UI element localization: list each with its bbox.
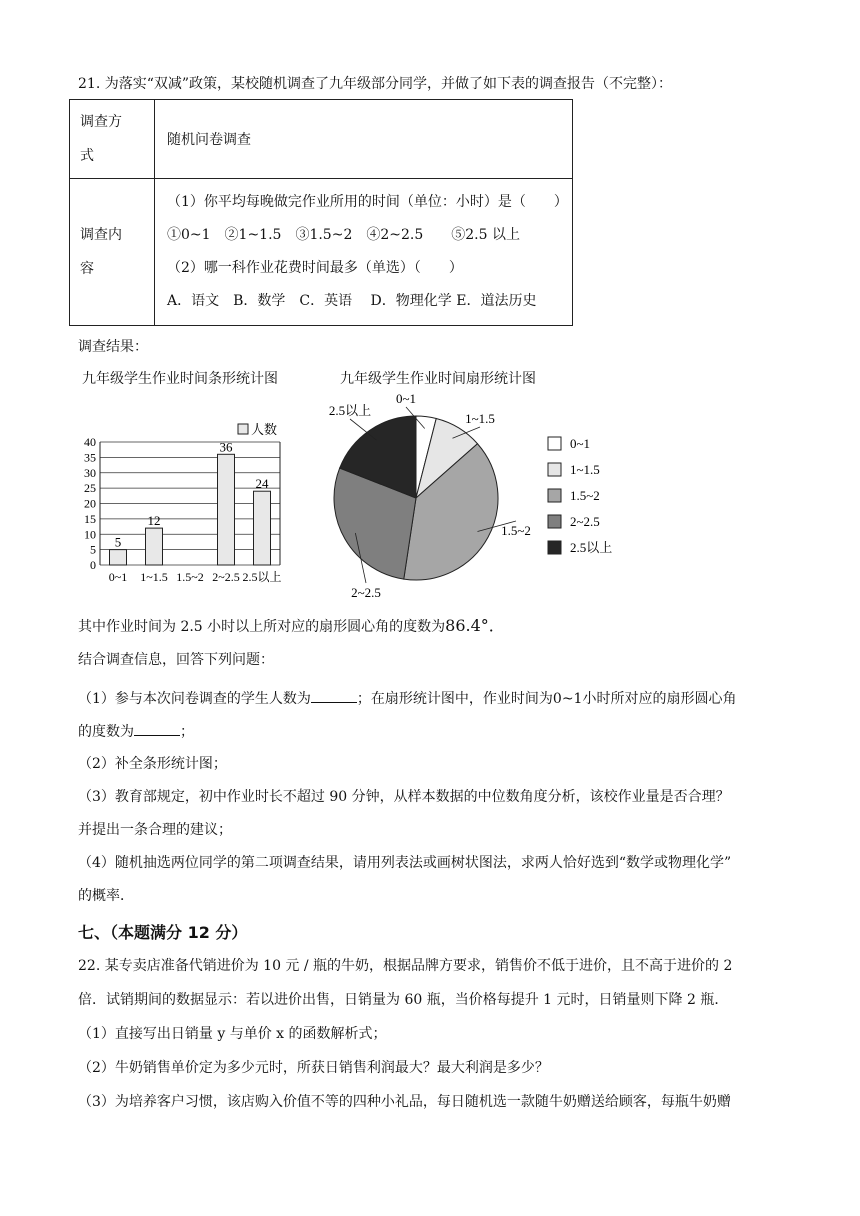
content-line: （2）哪一科作业花费时间最多（单选）（ ） — [167, 260, 463, 276]
answer-blank-2[interactable] — [134, 721, 180, 736]
legend-label: 2.5以上 — [570, 540, 613, 555]
legend-swatch — [548, 437, 561, 450]
content-label-2: 容 — [80, 261, 94, 277]
x-tick-label: 2~2.5 — [212, 570, 240, 584]
y-tick-label: 0 — [90, 558, 96, 572]
q22-line-3: （1）直接写出日销量 y 与单价 x 的函数解析式； — [78, 1026, 387, 1042]
x-tick-label: 2.5以上 — [242, 570, 282, 584]
question-2: （2）补全条形统计图； — [78, 756, 227, 772]
legend-label: 1~1.5 — [570, 462, 600, 477]
q1-part-b: ；在扇形统计图中，作业时间为0~1小时所对应的扇形圆心角 — [356, 691, 737, 707]
pie-callout-label: 1.5~2 — [501, 523, 531, 538]
pie-callout-label: 2~2.5 — [351, 585, 381, 600]
content-label-cell — [70, 179, 155, 326]
y-tick-label: 10 — [84, 527, 96, 542]
angle-text: 其中作业时间为 2.5 小时以上所对应的扇形圆心角的度数为 — [78, 619, 446, 635]
question-1-cont — [78, 721, 194, 742]
legend-swatch — [238, 424, 248, 434]
question-1 — [78, 688, 736, 709]
bar — [254, 491, 271, 565]
y-tick-label: 35 — [84, 450, 96, 465]
method-label-2: 式 — [80, 148, 94, 164]
method-label-1: 调查方 — [80, 114, 122, 130]
x-tick-label: 1~1.5 — [140, 570, 168, 584]
pie-callout-label: 2.5以上 — [328, 403, 372, 418]
legend-label: 人数 — [251, 422, 278, 437]
q22-line-2: 倍．试销期间的数据显示：若以进价出售，日销量为 60 瓶，当价格每提升 1 元时，日销量则下降 2 瓶． — [78, 992, 729, 1008]
answer-blank-1[interactable] — [311, 688, 357, 703]
method-label-cell — [70, 100, 155, 179]
x-tick-label: 0~1 — [108, 570, 128, 584]
angle-value: 86.4°． — [445, 616, 505, 635]
legend-label: 1.5~2 — [570, 488, 600, 503]
combine-text: 结合调查信息，回答下列问题： — [78, 652, 274, 668]
q21-intro: 21. 为落实“双减”政策，某校随机调查了九年级部分同学，并做了如下表的调查报告（不完整）： — [78, 76, 673, 92]
legend-swatch — [548, 541, 561, 554]
content-line: （1）你平均每晚做完作业所用的时间（单位：小时）是（ ） — [167, 194, 568, 210]
bar-data-label: 24 — [255, 476, 269, 492]
question-4: （4）随机抽选两位同学的第二项调查结果，请用列表法或画树状图法，求两人恰好选到“数学或物理化学” — [78, 855, 732, 871]
y-tick-label: 15 — [84, 511, 96, 526]
content-value-cell — [155, 179, 573, 326]
q22-line-5: （3）为培养客户习惯，该店购入价值不等的四种小礼品，每日随机选一款随牛奶赠送给顾客，每瓶牛奶赠 — [78, 1094, 731, 1110]
q22-line-4: （2）牛奶销售单价定为多少元时，所获日销售利润最大？最大利润是多少？ — [78, 1060, 549, 1076]
content-line: ①0~1 ②1~1.5 ③1.5~2 ④2~2.5 ⑤2.5 以上 — [167, 227, 520, 243]
bar — [110, 550, 127, 565]
question-4-cont: 的概率． — [78, 888, 134, 904]
bar-data-label: 5 — [114, 534, 122, 550]
y-tick-label: 25 — [84, 481, 96, 496]
bar-chart-title: 九年级学生作业时间条形统计图 — [82, 371, 278, 387]
section-7-heading: 七、（本题满分 12 分） — [78, 923, 248, 942]
pie-chart-title: 九年级学生作业时间扇形统计图 — [340, 371, 536, 387]
q1-part-d: ； — [180, 724, 194, 740]
x-tick-label: 1.5~2 — [176, 570, 204, 584]
q22-line-1: 22. 某专卖店准备代销进价为 10 元 / 瓶的牛奶，根据品牌方要求，销售价不低于进价，且不高于进价的 2 — [78, 958, 733, 974]
legend-swatch — [548, 463, 561, 476]
legend-label: 0~1 — [570, 436, 591, 451]
survey-table — [69, 99, 573, 326]
question-3-cont: 并提出一条合理的建议； — [78, 822, 232, 838]
question-3: （3）教育部规定，初中作业时长不超过 90 分钟，从样本数据的中位数角度分析，该校作业量是否合理？ — [78, 789, 730, 805]
legend-swatch — [548, 489, 561, 502]
y-tick-label: 40 — [84, 435, 96, 449]
y-tick-label: 5 — [90, 542, 96, 557]
bar-data-label: 36 — [219, 439, 233, 455]
pie-chart — [320, 385, 630, 600]
q1-part-c: 的度数为 — [78, 724, 134, 740]
result-label: 调查结果： — [78, 339, 148, 355]
method-value: 随机问卷调查 — [155, 100, 573, 179]
bar — [218, 454, 235, 565]
pie-callout-label: 0~1 — [395, 391, 417, 406]
pie-callout-label: 1~1.5 — [465, 411, 495, 426]
legend-swatch — [548, 515, 561, 528]
bar-data-label: 12 — [147, 513, 161, 529]
q1-part-a: （1）参与本次问卷调查的学生人数为 — [78, 691, 311, 707]
content-label-1: 调查内 — [80, 227, 122, 243]
y-tick-label: 20 — [84, 496, 96, 511]
legend-label: 2~2.5 — [570, 514, 600, 529]
bar-chart — [70, 415, 310, 590]
content-line: A．语文 B．数学 C．英语 D．物理化学 E．道法历史 — [167, 293, 537, 309]
y-tick-label: 30 — [84, 465, 96, 480]
bar — [146, 528, 163, 565]
paragraph-angle — [78, 616, 505, 637]
